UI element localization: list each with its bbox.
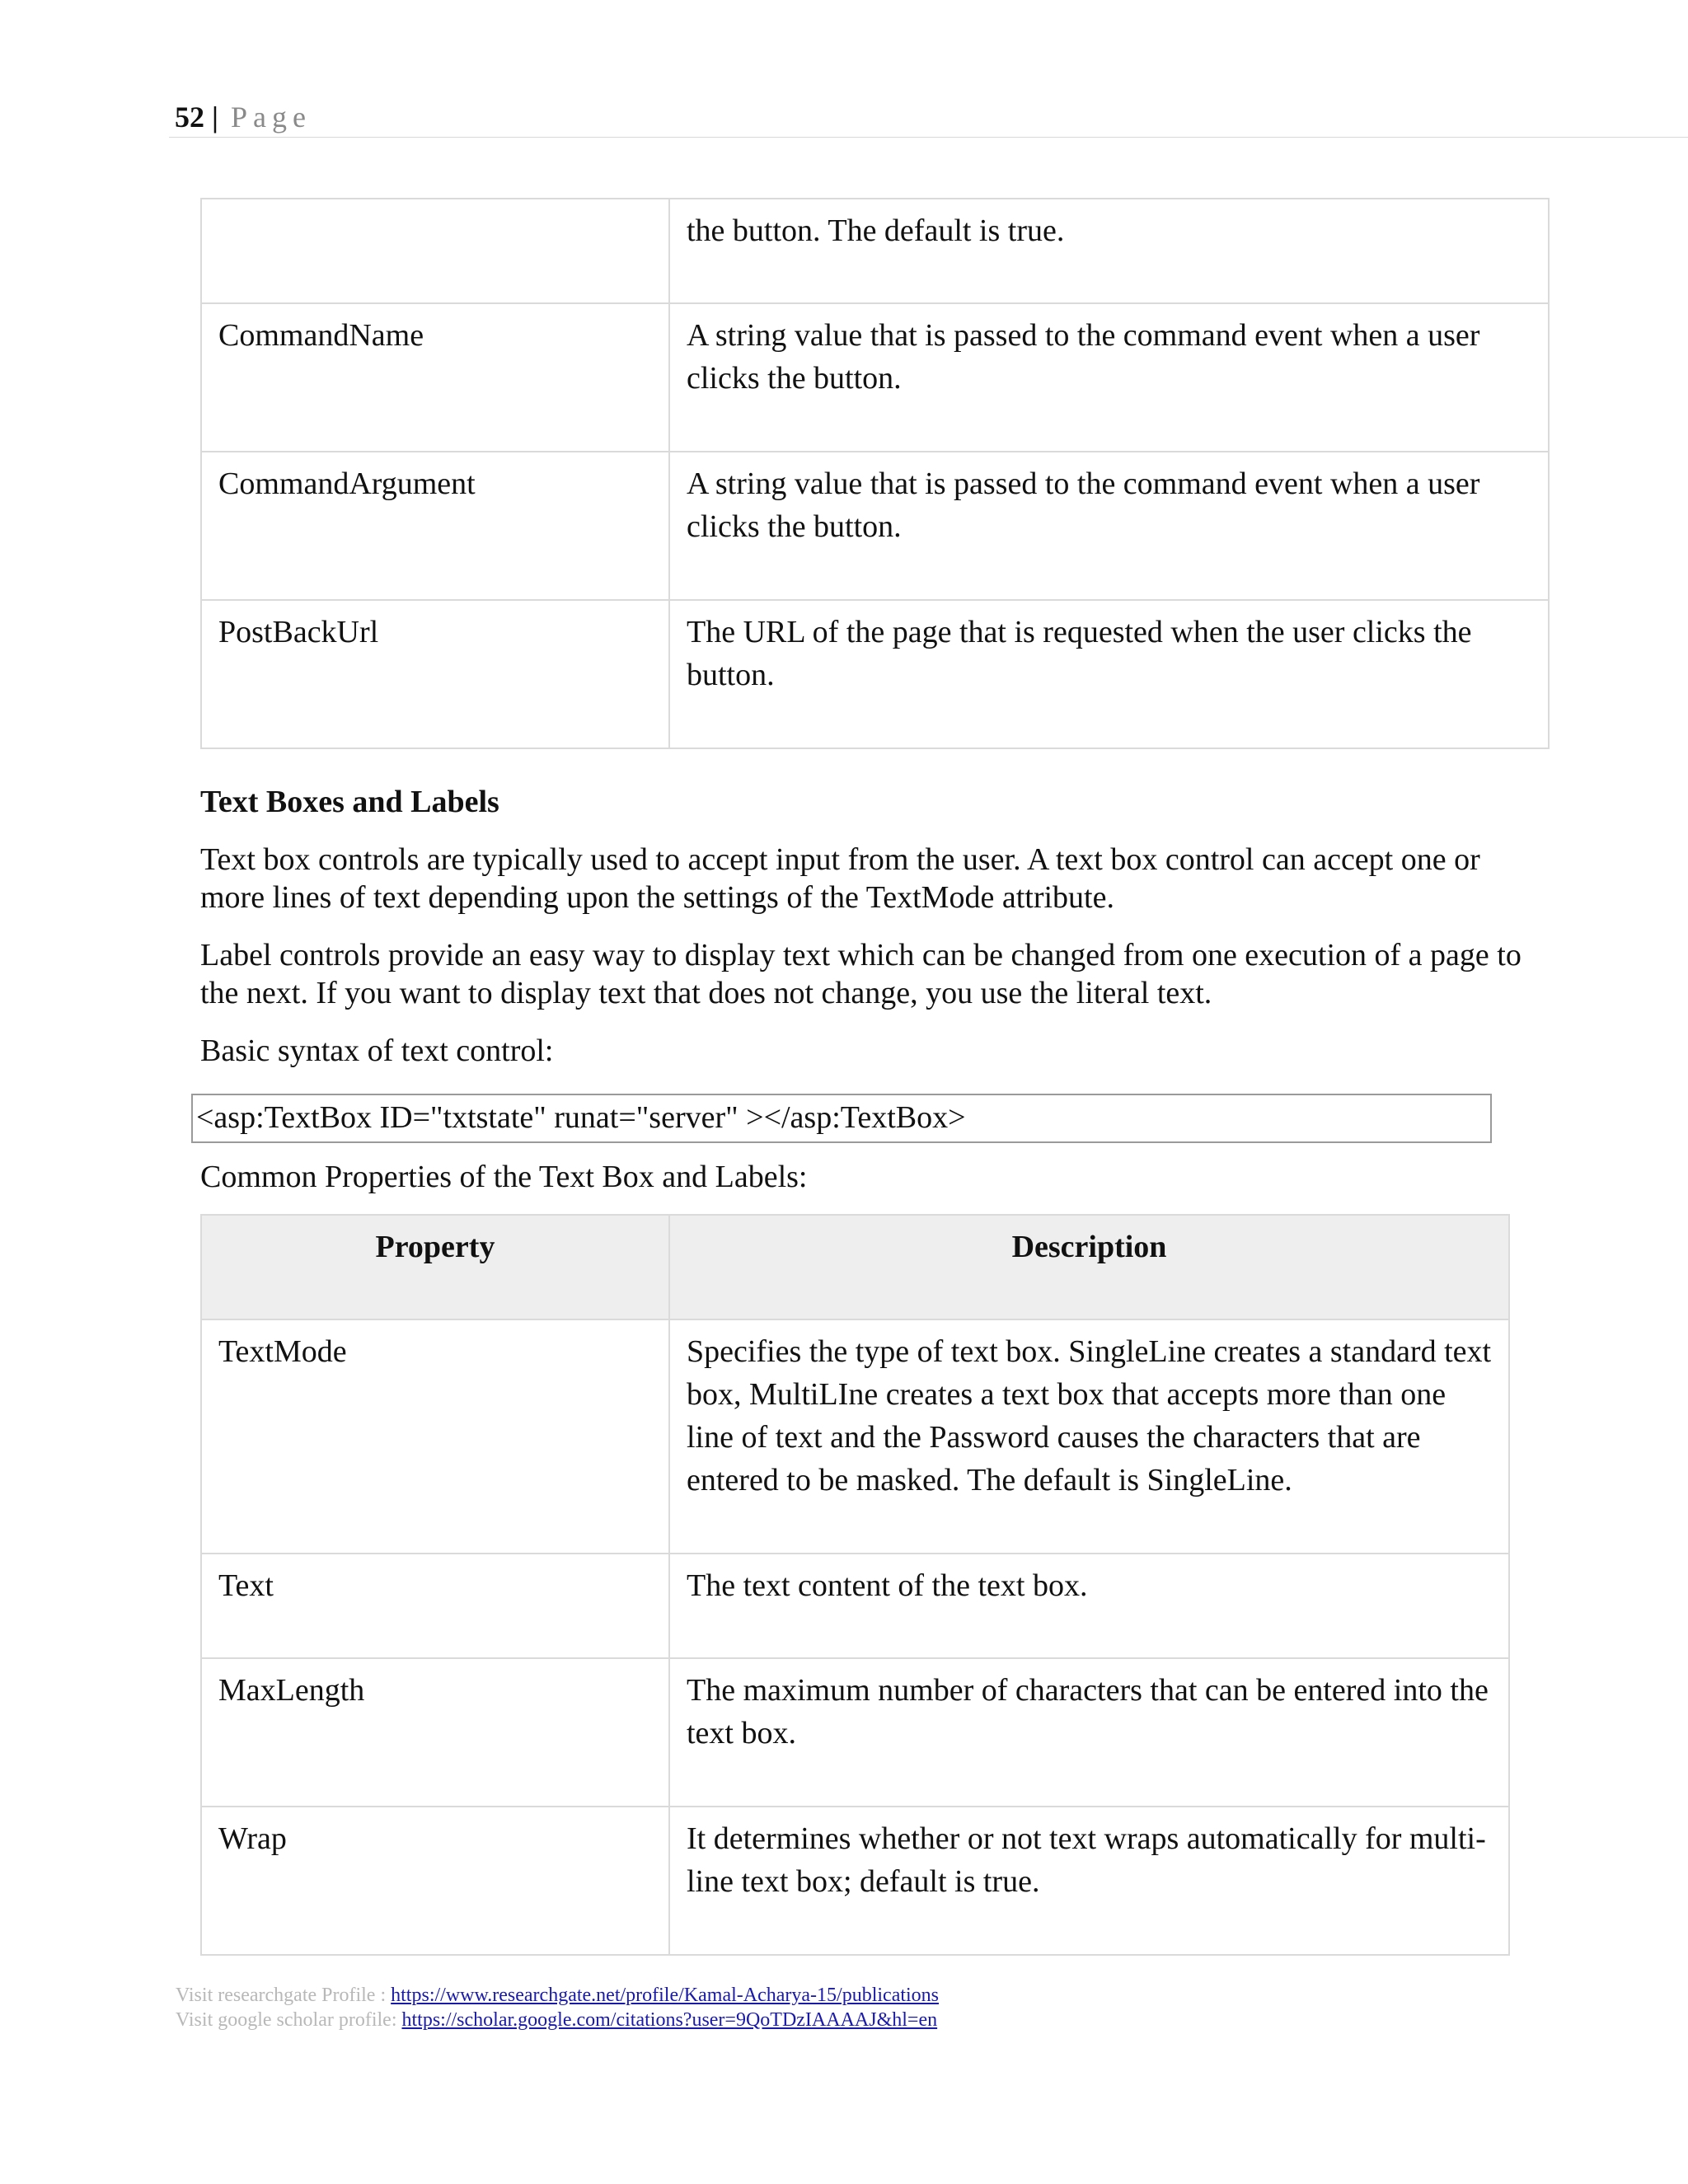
- description-cell: Specifies the type of text box. SingleLine creates a standard text box, MultiLIne creates a text box that accepts more than one line of text and the Password causes the characters that are entered to be masked. The default is SingleLine.: [669, 1319, 1509, 1554]
- footer-researchgate: [176, 1983, 939, 2008]
- google-scholar-link[interactable]: https://scholar.google.com/citations?user=9QoTDzIAAAAJ&hl=en: [401, 2009, 938, 2031]
- button-properties-table: [200, 198, 1550, 749]
- description-column-header: Description: [669, 1215, 1509, 1319]
- property-cell: Text: [201, 1554, 669, 1658]
- paragraph-syntax-intro: Basic syntax of text control:: [200, 1033, 554, 1068]
- header-divider: [169, 137, 1688, 138]
- page-number: 52: [175, 101, 204, 134]
- property-cell: TextMode: [201, 1319, 669, 1554]
- table-row: [201, 199, 1549, 303]
- table-row: [201, 1319, 1509, 1554]
- description-cell: A string value that is passed to the command event when a user clicks the button.: [669, 303, 1549, 452]
- property-column-header: Property: [201, 1215, 669, 1319]
- property-cell: Wrap: [201, 1807, 669, 1955]
- footer-scholar-label: Visit google scholar profile:: [176, 2009, 402, 2031]
- textbox-properties-table: [200, 1214, 1510, 1956]
- table-row: [201, 303, 1549, 452]
- code-sample-box: <asp:TextBox ID="txtstate" runat="server" ></asp:TextBox>: [191, 1094, 1492, 1143]
- page-separator: |: [212, 101, 218, 134]
- table-row: [201, 1807, 1509, 1955]
- description-cell: It determines whether or not text wraps automatically for multi-line text box; default is true.: [669, 1807, 1509, 1955]
- page-header: [175, 97, 312, 137]
- property-cell: [201, 199, 669, 303]
- description-cell: The maximum number of characters that can be entered into the text box.: [669, 1658, 1509, 1807]
- table-row: [201, 1658, 1509, 1807]
- footer-researchgate-label: Visit researchgate Profile :: [176, 1985, 392, 2006]
- paragraph-common-properties: Common Properties of the Text Box and Labels:: [200, 1160, 808, 1194]
- paragraph-label-intro: Label controls provide an easy way to display text which can be changed from one execution of a page to the next. If you want to display text that does not change, you use the literal text.: [200, 938, 1522, 1010]
- section-heading: Text Boxes and Labels: [200, 785, 499, 819]
- description-cell: The text content of the text box.: [669, 1554, 1509, 1658]
- researchgate-link[interactable]: https://www.researchgate.net/profile/Kamal-Acharya-15/publications: [391, 1985, 940, 2006]
- table-row: [201, 600, 1549, 748]
- description-cell: the button. The default is true.: [669, 199, 1549, 303]
- table-row: [201, 1554, 1509, 1658]
- paragraph-textbox-intro: Text box controls are typically used to accept input from the user. A text box control can accept one or more lines of text depending upon the settings of the TextMode attribute.: [200, 842, 1480, 915]
- property-cell: PostBackUrl: [201, 600, 669, 748]
- property-cell: CommandName: [201, 303, 669, 452]
- table-row: [201, 452, 1549, 600]
- property-cell: CommandArgument: [201, 452, 669, 600]
- page-word: Page: [230, 101, 312, 134]
- property-cell: MaxLength: [201, 1658, 669, 1807]
- table-header-row: [201, 1215, 1509, 1319]
- description-cell: The URL of the page that is requested when the user clicks the button.: [669, 600, 1549, 748]
- description-cell: A string value that is passed to the command event when a user clicks the button.: [669, 452, 1549, 600]
- footer-google-scholar: [176, 2008, 937, 2032]
